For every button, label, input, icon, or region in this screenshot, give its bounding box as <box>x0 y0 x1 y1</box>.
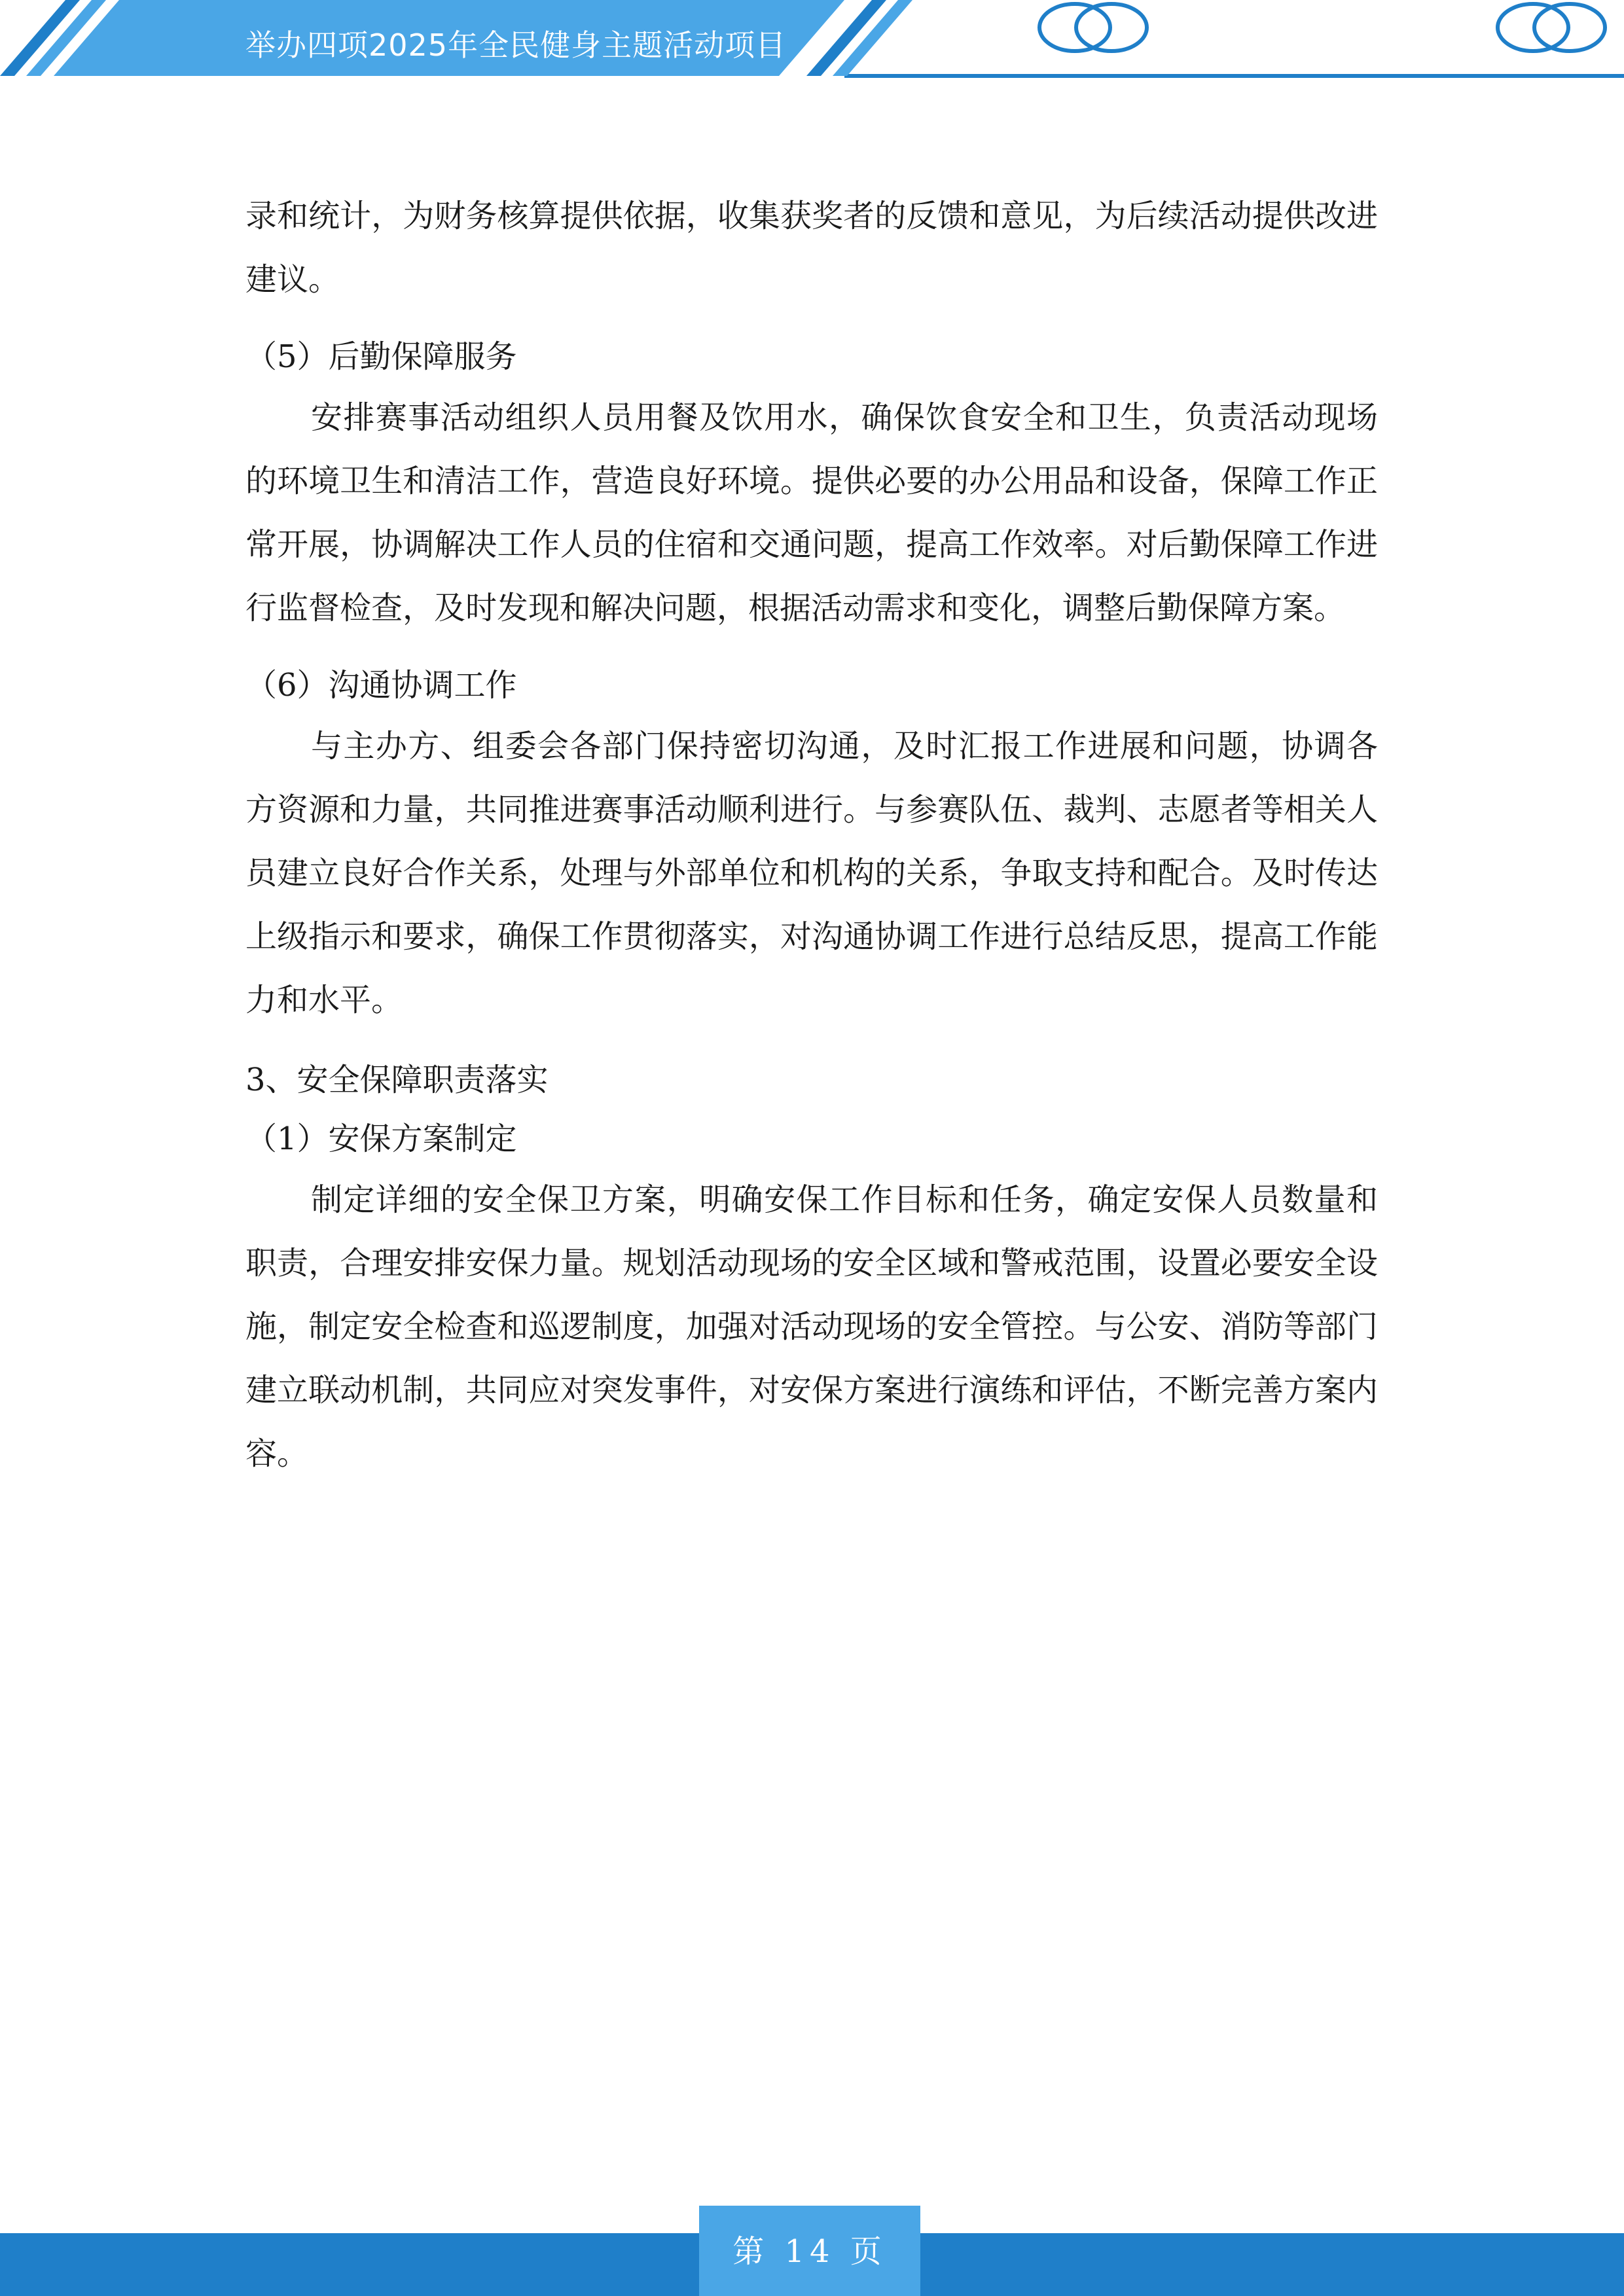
paragraph-communication: 与主办方、组委会各部门保持密切沟通，及时汇报工作进展和问题，协调各方资源和力量，共同推进赛事活动顺利进行。与参赛队伍、裁判、志愿者等相关人员建立良好合作关系，处理与外部单位和机构的关系，争取支持和配合。及时传达上级指示和要求，确保工作贯彻落实，对沟通协调工作进行总结反思，提高工作能力和水平。 <box>245 728 1378 1018</box>
double-ring-icon <box>1492 0 1610 55</box>
double-ring-icon <box>1034 0 1152 55</box>
document-body <box>245 185 1378 1486</box>
paragraph-continued: 录和统计，为财务核算提供依据，收集获奖者的反馈和意见，为后续活动提供改进建议。 <box>245 198 1378 298</box>
paragraph-logistics: 安排赛事活动组织人员用餐及饮用水，确保饮食安全和卫生，负责活动现场的环境卫生和清洁工作，营造良好环境。提供必要的办公用品和设备，保障工作正常开展，协调解决工作人员的住宿和交通问题，提高工作效率。对后勤保障工作进行监督检查，及时发现和解决问题，根据活动需求和变化，调整后勤保障方案。 <box>245 399 1378 626</box>
page-number: 第 14 页 <box>732 2233 887 2270</box>
section-heading-security-plan: （1）安保方案制定 <box>245 1121 517 1157</box>
section-heading-communication: （6）沟通协调工作 <box>245 667 517 704</box>
page-header <box>0 0 1624 85</box>
header-title: 举办四项2025年全民健身主题活动项目 <box>245 27 787 63</box>
section-heading-security: 3、安全保障职责落实 <box>245 1062 549 1098</box>
paragraph-security-plan: 制定详细的安全保卫方案，明确安保工作目标和任务，确定安保人员数量和职责，合理安排安保力量。规划活动现场的安全区域和警戒范围，设置必要安全设施，制定安全检查和巡逻制度，加强对活动现场的安全管控。与公安、消防等部门建立联动机制，共同应对突发事件，对安保方案进行演练和评估，不断完善方案内容。 <box>245 1181 1378 1472</box>
section-heading-logistics: （5）后勤保障服务 <box>245 338 517 375</box>
